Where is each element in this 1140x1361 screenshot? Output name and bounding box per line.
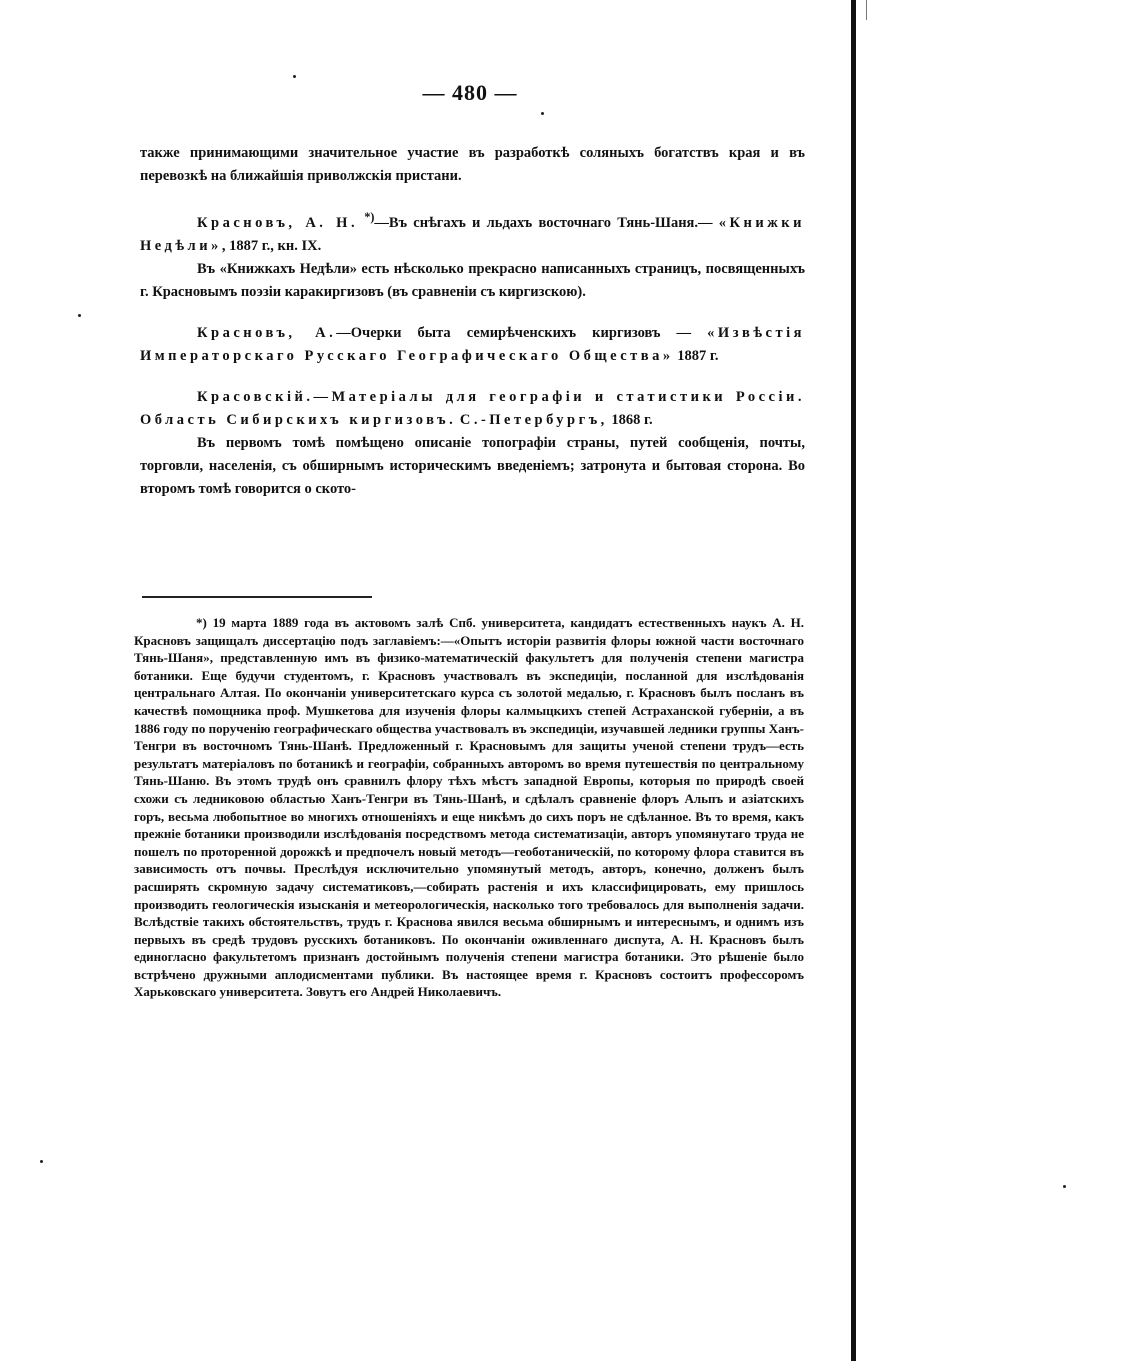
scan-speck <box>293 75 296 78</box>
entry-source: «Извѣстія Императорскаго Русскаго Географическаго Общества» <box>140 324 805 364</box>
page-number: — 480 — <box>422 80 518 105</box>
main-text <box>140 142 805 501</box>
entry-title: —Матеріалы для географіи и статистики Россіи. Область Сибирскихъ киргизовъ. <box>140 388 805 428</box>
entry-year: 1868 г. <box>611 411 653 428</box>
entry-title: —Очерки быта семирѣченскихъ киргизовъ — <box>336 324 692 341</box>
page-edge-line <box>851 0 856 1361</box>
entry-place: С.-Петербургъ, <box>459 411 608 428</box>
entry-author: Красовскій. <box>197 388 314 405</box>
scan-speck <box>541 112 544 115</box>
scan-speck <box>40 1160 43 1163</box>
footnote <box>134 614 804 1001</box>
scan-speck <box>78 314 81 317</box>
entry-year: 1887 г. <box>677 347 719 364</box>
paragraph-continuation: также принимающими значительное участие въ разработкѣ соляныхъ богатствъ края и въ перевозкѣ на ближайшія приволжскія пристани. <box>140 145 805 184</box>
entry-title: —Въ снѣгахъ и льдахъ восточнаго Тянь-Шаня.— <box>374 214 713 231</box>
bibliography-entry-1 <box>140 206 805 258</box>
entry-issue: , 1887 г., кн. IX. <box>221 237 322 254</box>
bibliography-entry-3 <box>140 386 805 432</box>
entry-source: «Книжки Недѣли» <box>140 214 805 254</box>
entry-note: Въ «Книжкахъ Недѣли» есть нѣсколько прекрасно написанныхъ страницъ, посвященныхъ г. Красновымъ поэзіи каракиргизовъ (въ сравненіи съ киргизскою). <box>140 260 805 300</box>
entry-note: Въ первомъ томѣ помѣщено описаніе топографіи страны, путей сообщенія, почты, торговли, населенія, съ обширнымъ историческимъ введеніемъ; затронута и бытовая сторона. Во второмъ томѣ говорится о ското- <box>140 434 805 497</box>
page-edge-mark <box>866 0 867 20</box>
entry-author: Красновъ, А. <box>197 324 337 341</box>
footnote-marker: *) <box>364 210 375 224</box>
footnote-separator <box>142 596 372 598</box>
scan-speck <box>1063 1185 1066 1188</box>
footnote-text: *) 19 марта 1889 года въ актовомъ залѣ Спб. университета, кандидатъ естественныхъ наукъ А. Н. Красновъ защищалъ диссертацію подъ заглавіемъ:—«Опытъ исторіи развитія флоры южной части восточнаго Тянь-Шаня», представленную имъ въ физико-математическій факультетъ для полученія степени магистра ботаники. Еще будучи студентомъ, г. Красновъ участвовалъ въ экспедиціи, посланной для изслѣдованія центральнаго Алтая. По окончаніи университетскаго курса съ золотой медалью, г. Красновъ былъ посланъ въ качествѣ помощника проф. Мушкетова для изученія флоры калмыцкихъ степей Астраханской губерніи, а въ 1886 году по порученію географическаго общества участвовалъ въ экспедиціи, изучавшей ледники группы Ханъ-Тенгри въ восточномъ Тянь-Шанѣ. Предложенный г. Красновымъ для защиты ученой степени трудъ—есть результатъ матеріаловъ по ботаникѣ и географіи, собранныхъ авторомъ во время путешествія по центральному Тянь-Шаню. Въ этомъ трудѣ онъ сравнилъ флору тѣхъ мѣстъ западной Европы, которыя по природѣ своей схожи съ ледниковою областью Ханъ-Тенгри въ Тянь-Шанѣ, и сдѣлалъ сравненіе флоръ Альпъ и азіатскихъ горъ, весьма любопытное во многихъ отношеніяхъ и еще никѣмъ до сихъ поръ не сдѣланное. Въ то время, какъ прежніе ботаники производили изслѣдованія посредствомъ метода систематизаціи, авторъ упомянутаго труда не пошелъ по проторенной дорожкѣ и предпочелъ новый методъ—геоботаническій, по которому флора ставится въ зависимость отъ почвы. Преслѣдуя исключительно упомянутый методъ, авторъ, конечно, долженъ былъ расширять скромную задачу систематиковъ,—собирать растенія и ихъ классифицировать, ему пришлось производить геологическія изысканія и метеорологическія, насколько того требовалось для выполненія задачи. Вслѣдствіе такихъ обстоятельствъ, трудъ г. Краснова явился весьма обширнымъ и интереснымъ, и однимъ изъ первыхъ въ средѣ трудовъ русскихъ ботаниковъ. По окончаніи оживленнаго диспута, А. Н. Красновъ былъ единогласно факультетомъ признанъ достойнымъ полученія степени магистра ботаники. Это рѣшеніе было встрѣчено дружными аплодисментами публики. Въ настоящее время г. Красновъ состоитъ профессоромъ Харьковскаго университета. Зовутъ его Андрей Николаевичъ. <box>134 615 804 1000</box>
bibliography-entry-2 <box>140 322 805 368</box>
entry-author: Красновъ, А. Н. <box>197 214 359 231</box>
